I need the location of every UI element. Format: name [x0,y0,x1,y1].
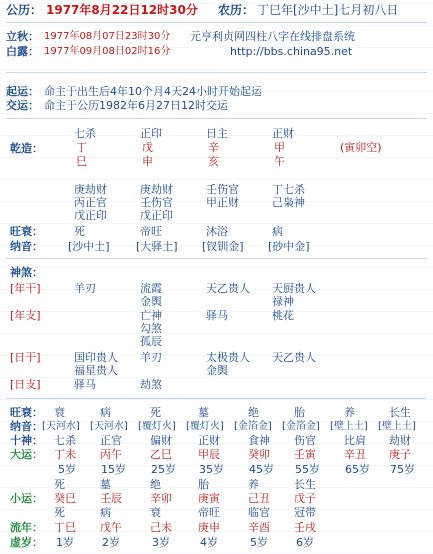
dayun-ganzhi: 壬寅 [294,448,316,461]
divider [6,22,427,23]
dayun-wangshuai: 养 [344,406,355,419]
dayun-ganzhi: 丁未 [54,448,76,461]
xiaoyun-top: 墓 [100,478,111,491]
wangshuai-hour: 病 [272,225,283,238]
divider [6,398,427,399]
dayun-shishen: 七杀 [54,434,76,447]
xiaoyun-top: 绝 [150,478,161,491]
zhi-day: 亥 [208,155,219,168]
dayun-shishen: 偏财 [150,434,172,447]
dayun-wangshuai: 长生 [389,406,411,419]
dayun-shishen: 食神 [248,434,270,447]
dayun-label: 大运： [10,448,43,461]
wangshuai-year: 死 [74,225,85,238]
shensha-item: 羊刃 [74,282,96,295]
canggan-day-2: 甲正财 [206,196,239,209]
liunian-ganzhi: 辛酉 [248,521,270,534]
dayun-shishen: 劫财 [389,434,411,447]
qiyun-label: 起运： [6,85,39,98]
shensha-item: 太极贵人 [206,351,250,364]
shensha-item: 流霞 [140,282,162,295]
shensha-item: 金舆 [206,364,228,377]
dayun-nayin: [壁上土] [378,421,416,432]
divider [6,72,427,73]
liunian-ganzhi: 丁巳 [54,521,76,534]
dayun-nayin-label: 纳音： [10,420,43,433]
nayin-month: [大驿土] [136,240,178,253]
dayun-nayin: [金箔金] [282,421,320,432]
site-url-link[interactable]: http://bbs.china95.net [230,45,353,58]
xiaoyun-ganzhi: 戊子 [294,492,316,505]
dayun-age: 55岁 [295,463,320,476]
dayun-ganzhi: 甲辰 [198,448,220,461]
gongli-date: 1977年8月22日12时30分 [46,3,198,17]
xiaoyun-bottom: 死 [54,506,65,519]
divider [6,258,427,259]
dayun-wangshuai-label: 旺衰： [10,406,43,419]
shishen-hour: 正财 [272,127,294,140]
canggan-hour-1: 丁七杀 [272,183,305,196]
dayun-age: 5岁 [58,463,76,476]
liqiu-date: 1977年08月07日23时30分 [44,31,171,42]
zhi-month: 申 [142,155,153,168]
dayun-nayin: [覆灯火] [138,421,176,432]
shensha-item: 劫煞 [140,378,162,391]
xiaoyun-ganzhi: 己丑 [248,492,270,505]
dayun-wangshuai: 衰 [54,406,65,419]
xiaoyun-label: 小运： [10,492,43,505]
dayun-age: 75岁 [390,463,415,476]
xiaoyun-bottom: 帝旺 [198,506,220,519]
dayun-nayin: [壁上土] [330,421,368,432]
dayun-age: 45岁 [249,463,274,476]
shensha-item: 亡神 [140,309,162,322]
canggan-day-1: 壬伤官 [206,183,239,196]
gan-hour: 甲 [274,141,285,154]
liunian-age: 6岁 [296,536,314,549]
shensha-item: 天乙贵人 [272,351,316,364]
dayun-wangshuai: 胎 [294,406,305,419]
nayin-hour: [砂中金] [268,240,310,253]
pillars-label: 乾造： [10,142,43,155]
nayin-day: [钗钏金] [202,240,244,253]
dayun-wangshuai: 绝 [248,406,259,419]
shensha-item: 天厨贵人 [272,282,316,295]
nongli-label: 农历： [218,3,255,17]
dayun-shishen: 比肩 [344,434,366,447]
canggan-hour-2: 己枭神 [272,196,305,209]
qiyun-text: 命主于出生后4年10个月4天24小时开始起运 [44,85,262,98]
canggan-year-3: 戊正印 [74,209,107,222]
xiaoyun-top: 养 [248,478,259,491]
dayun-shishen: 正财 [198,434,220,447]
liunian-ganzhi: 壬戌 [294,521,316,534]
jiaoyun-label: 交运： [6,99,39,112]
dayun-nayin: [金箔金] [234,421,272,432]
gan-year: 丁 [76,141,87,154]
shishen-day: 日主 [206,127,228,140]
dayun-age: 35岁 [199,463,224,476]
bailu-label: 白露： [6,45,39,58]
canggan-month-1: 庚劫财 [140,183,173,196]
kong-wang: (寅卯空) [340,141,382,154]
divider [6,118,427,119]
liunian-age: 5岁 [250,536,268,549]
dayun-age: 25岁 [151,463,176,476]
xiaoyun-bottom: 病 [100,506,111,519]
dayun-wangshuai: 死 [150,406,161,419]
shensha-item: 金舆 [140,295,162,308]
dayun-shishen: 伤官 [294,434,316,447]
shensha-item: 驿马 [74,378,96,391]
xusui-label: 虚岁： [10,536,43,549]
xiaoyun-bottom: 冠带 [294,506,316,519]
dayun-ganzhi: 丙午 [100,448,122,461]
canggan-year-2: 丙正官 [74,196,107,209]
canggan-month-3: 戊正印 [140,209,173,222]
wangshuai-day: 沐浴 [206,225,228,238]
gan-month: 戊 [142,141,153,154]
shensha-row-label: [日支] [10,378,41,391]
bailu-date: 1977年09月08日02时16分 [44,46,171,57]
liunian-ganzhi: 己未 [150,521,172,534]
gongli-label: 公历： [6,3,43,17]
dayun-nayin: [天河水] [90,421,128,432]
liunian-age: 2岁 [102,536,120,549]
liqiu-label: 立秋： [6,30,39,43]
dayun-ganzhi: 辛丑 [344,448,366,461]
liunian-ganzhi: 戊午 [100,521,122,534]
shishen-month: 正印 [140,127,162,140]
shishen-year: 七杀 [74,127,96,140]
xiaoyun-bottom: 衰 [150,506,161,519]
shensha-title: 神煞： [10,266,43,279]
xiaoyun-bottom: 临官 [248,506,270,519]
dayun-age: 15岁 [101,463,126,476]
liunian-ganzhi: 庚申 [198,521,220,534]
shensha-row-label: [日干] [10,351,41,364]
dayun-wangshuai: 墓 [198,406,209,419]
shensha-item: 天乙贵人 [206,282,250,295]
xiaoyun-top: 胎 [198,478,209,491]
dayun-ganzhi: 乙巳 [150,448,172,461]
liunian-age: 4岁 [200,536,218,549]
liunian-age: 3岁 [152,536,170,549]
site-title: 元亨利贞网四柱八字在线排盘系统 [190,30,355,43]
xiaoyun-ganzhi: 癸巳 [54,492,76,505]
xiaoyun-top: 死 [54,478,65,491]
liunian-label: 流年： [10,521,43,534]
shensha-row-label: [年支] [10,309,41,322]
canggan-year-1: 庚劫财 [74,183,107,196]
zhi-hour: 午 [274,155,285,168]
wangshuai-label: 旺衰： [10,225,43,238]
shensha-row-label: [年干] [10,282,41,295]
shensha-item: 勾煞 [140,322,162,335]
dayun-ganzhi: 癸卯 [248,448,270,461]
dayun-ganzhi: 庚子 [389,448,411,461]
zhi-year: 巳 [76,155,87,168]
shensha-item: 桃花 [272,309,294,322]
gan-day: 辛 [208,141,219,154]
shensha-item: 驿马 [206,309,228,322]
dayun-shishen-label: 十神： [10,434,43,447]
nongli-date: 丁巳年[沙中土]七月初八日 [257,3,399,17]
xiaoyun-top: 长生 [294,478,316,491]
liunian-age: 1岁 [56,536,74,549]
shensha-item: 禄神 [272,295,294,308]
shensha-item: 国印贵人 [74,351,118,364]
xiaoyun-ganzhi: 辛卯 [150,492,172,505]
wangshuai-month: 帝旺 [140,225,162,238]
shensha-item: 福星贵人 [74,364,118,377]
dayun-age: 65岁 [345,463,370,476]
shensha-item: 羊刃 [140,351,162,364]
dayun-nayin: [覆灯火] [186,421,224,432]
xiaoyun-ganzhi: 庚寅 [198,492,220,505]
nayin-year: [沙中土] [68,240,110,253]
xiaoyun-ganzhi: 壬辰 [100,492,122,505]
canggan-month-2: 壬伤官 [140,196,173,209]
dayun-shishen: 正官 [100,434,122,447]
dayun-nayin: [天河水] [42,421,80,432]
dayun-wangshuai: 病 [100,406,111,419]
shensha-item: 孤辰 [140,335,162,348]
nayin-label: 纳音： [10,240,43,253]
jiaoyun-text: 命主于公历1982年6月27日12时交运 [44,99,228,112]
